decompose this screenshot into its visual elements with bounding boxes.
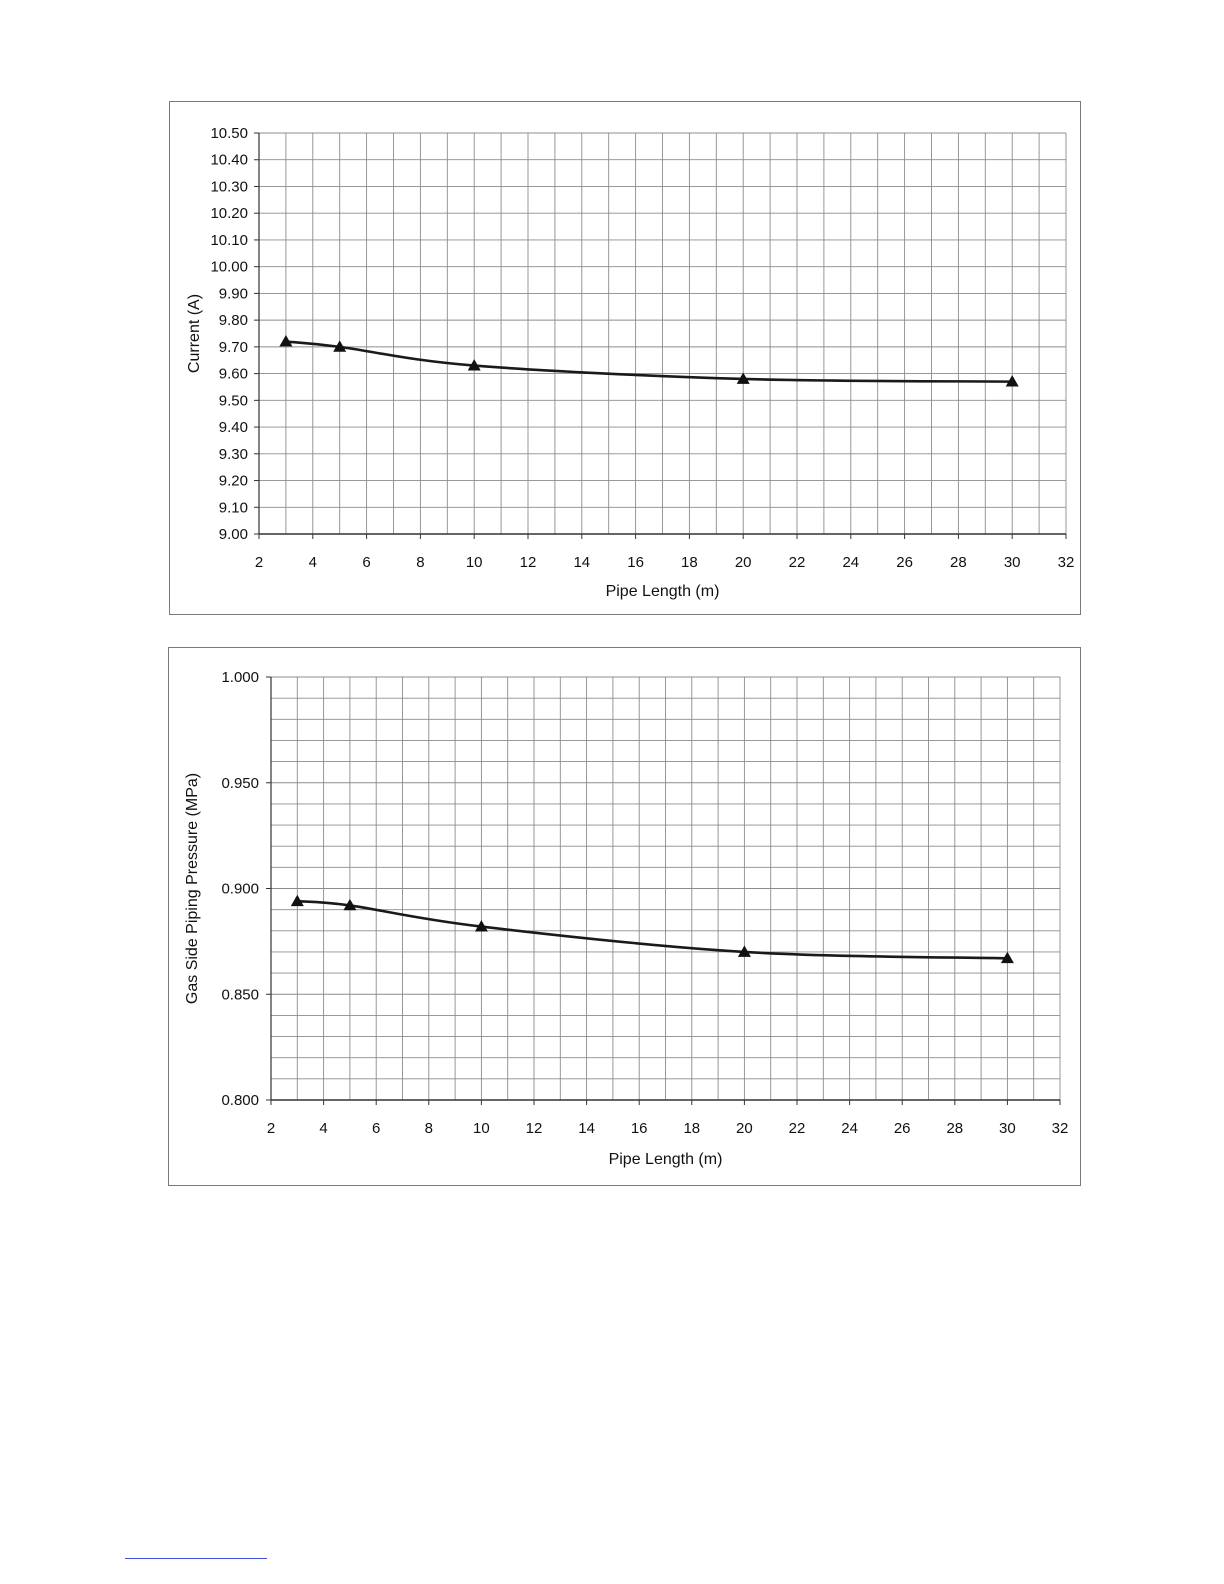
x-tick-label: 16	[627, 554, 644, 571]
y-tick-label: 10.30	[210, 178, 248, 196]
y-tick-label: 10.00	[210, 258, 248, 276]
y-tick-label: 0.800	[221, 1092, 259, 1109]
pressure-chart-svg	[169, 648, 1082, 1187]
x-tick-label: 12	[525, 1120, 543, 1137]
x-tick-label: 6	[372, 1120, 381, 1137]
x-tick-label: 28	[946, 1120, 964, 1137]
x-tick-label: 30	[999, 1120, 1016, 1137]
y-tick-label: 0.900	[221, 880, 259, 898]
x-tick-label: 8	[416, 554, 425, 571]
x-tick-label: 28	[950, 554, 967, 571]
y-tick-label: 9.10	[218, 499, 248, 517]
series-line	[286, 342, 1012, 382]
grid-lines	[271, 677, 1060, 1100]
x-tick-label: 8	[424, 1120, 433, 1137]
x-tick-label: 6	[362, 554, 371, 571]
y-tick-label: 9.50	[218, 392, 248, 410]
x-tick-label: 22	[788, 554, 806, 571]
y-tick-label: 9.40	[218, 419, 248, 437]
y-tick-label: 9.30	[218, 445, 248, 463]
current-chart-svg	[170, 102, 1082, 616]
x-tick-label: 4	[319, 1120, 328, 1137]
x-tick-label: 2	[254, 554, 264, 571]
y-tick-label: 9.20	[218, 472, 248, 490]
x-axis-label: Pipe Length (m)	[608, 1151, 723, 1168]
x-tick-label: 2	[266, 1120, 276, 1137]
y-tick-label: 9.00	[218, 526, 248, 543]
x-tick-label: 24	[842, 554, 860, 571]
y-axis-label: Gas Side Piping Pressure (MPa)	[184, 772, 201, 1005]
y-tick-label: 10.50	[210, 125, 248, 142]
current-chart	[169, 101, 1081, 615]
y-tick-label: 9.90	[218, 285, 248, 303]
grid-lines	[259, 133, 1066, 534]
y-tick-label: 9.70	[218, 338, 248, 356]
x-tick-label: 18	[681, 554, 698, 571]
x-tick-label: 24	[841, 1120, 858, 1137]
y-tick-label: 10.20	[210, 205, 248, 223]
x-axis-label: Pipe Length (m)	[605, 583, 720, 600]
y-tick-label: 1.000	[221, 669, 259, 686]
y-tick-label: 9.60	[218, 365, 248, 383]
x-tick-label: 30	[1003, 554, 1021, 571]
x-tick-label: 18	[683, 1120, 701, 1137]
x-tick-label: 32	[1057, 554, 1075, 571]
x-tick-label: 10	[473, 1120, 490, 1137]
x-tick-label: 26	[896, 554, 913, 571]
footnote-rule	[125, 1558, 267, 1559]
x-tick-label: 14	[573, 554, 591, 571]
x-tick-label: 20	[736, 1120, 753, 1137]
x-tick-label: 14	[578, 1120, 595, 1137]
x-tick-label: 26	[893, 1120, 911, 1137]
y-tick-label: 10.40	[210, 151, 248, 169]
y-tick-label: 0.950	[221, 774, 259, 792]
x-tick-label: 16	[630, 1120, 648, 1137]
y-tick-label: 9.80	[218, 312, 248, 330]
pressure-chart	[168, 647, 1081, 1186]
x-tick-label: 4	[308, 554, 317, 571]
x-tick-label: 32	[1051, 1120, 1069, 1137]
y-tick-label: 10.10	[210, 231, 248, 249]
x-tick-label: 10	[465, 554, 483, 571]
x-tick-label: 22	[788, 1120, 806, 1137]
y-axis-label: Current (A)	[186, 293, 203, 374]
y-tick-label: 0.850	[221, 986, 259, 1004]
x-tick-label: 20	[734, 554, 752, 571]
x-tick-label: 12	[519, 554, 537, 571]
